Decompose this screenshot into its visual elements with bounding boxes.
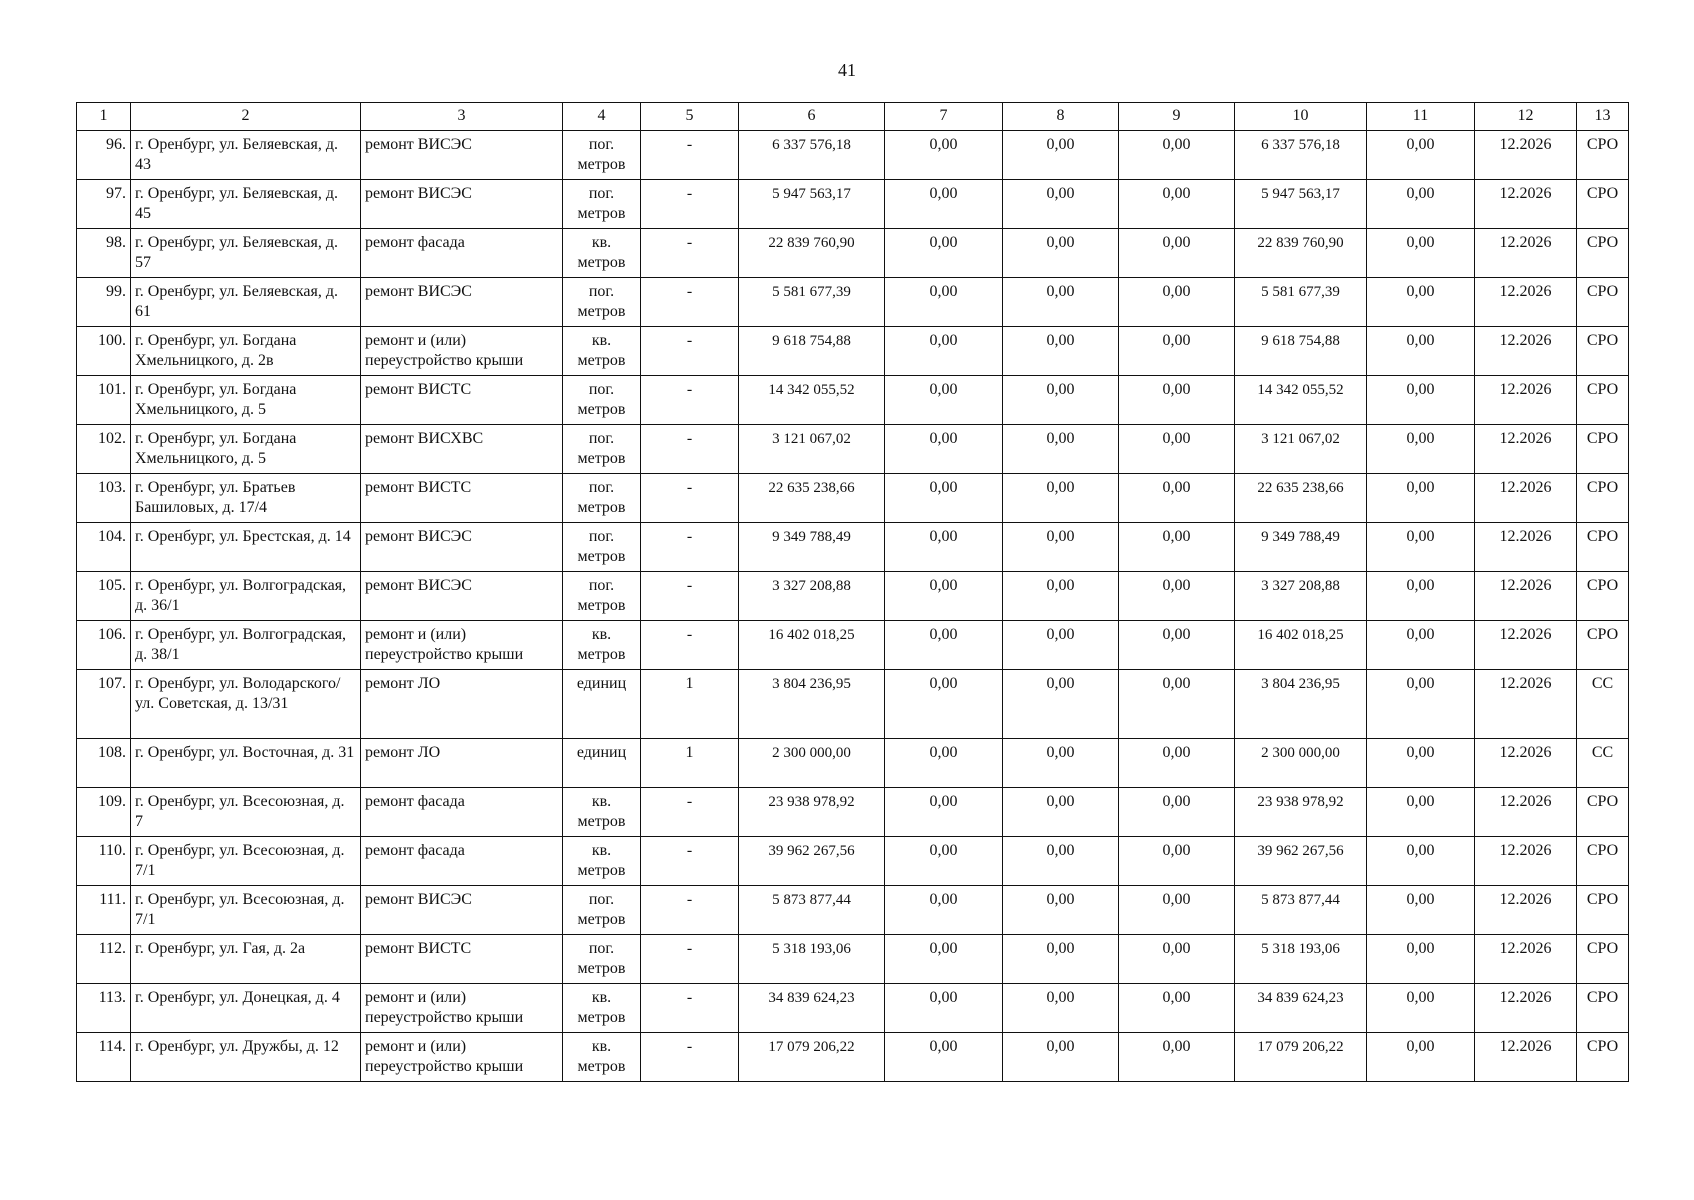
- total-cost-cell: 9 618 754,88: [739, 327, 885, 376]
- fund-cell: 0,00: [885, 935, 1003, 984]
- row-number: 110.: [77, 837, 131, 886]
- owner-funds-cell: 3 804 236,95: [1235, 670, 1367, 739]
- fund-cell: 0,00: [885, 229, 1003, 278]
- fund-method-cell: СС: [1577, 739, 1629, 788]
- completion-date-cell: 12.2026: [1475, 523, 1577, 572]
- work-type-cell: ремонт фасада: [361, 229, 563, 278]
- address-cell: г. Оренбург, ул. Всесоюзная, д. 7/1: [131, 886, 361, 935]
- fund-cell: 0,00: [1367, 376, 1475, 425]
- work-type-cell: ремонт и (или) переустройство крыши: [361, 984, 563, 1033]
- row-number: 101.: [77, 376, 131, 425]
- table-row: [77, 739, 1629, 788]
- fund-cell: 0,00: [1003, 670, 1119, 739]
- address-cell: г. Оренбург, ул. Брестская, д. 14: [131, 523, 361, 572]
- unit-cell: кв. метров: [563, 327, 641, 376]
- fund-method-cell: СРО: [1577, 131, 1629, 180]
- table-row: [77, 984, 1629, 1033]
- quantity-cell: 1: [641, 670, 739, 739]
- table-row: [77, 327, 1629, 376]
- address-cell: г. Оренбург, ул. Дружбы, д. 12: [131, 1033, 361, 1082]
- fund-cell: 0,00: [1119, 523, 1235, 572]
- quantity-cell: -: [641, 278, 739, 327]
- row-number: 97.: [77, 180, 131, 229]
- column-header: 5: [641, 103, 739, 131]
- completion-date-cell: 12.2026: [1475, 327, 1577, 376]
- address-cell: г. Оренбург, ул. Беляевская, д. 45: [131, 180, 361, 229]
- fund-cell: 0,00: [885, 376, 1003, 425]
- fund-cell: 0,00: [1003, 523, 1119, 572]
- unit-cell: пог. метров: [563, 278, 641, 327]
- fund-cell: 0,00: [1119, 474, 1235, 523]
- quantity-cell: -: [641, 1033, 739, 1082]
- work-type-cell: ремонт ВИСТС: [361, 376, 563, 425]
- completion-date-cell: 12.2026: [1475, 670, 1577, 739]
- fund-method-cell: СРО: [1577, 984, 1629, 1033]
- fund-cell: 0,00: [1003, 1033, 1119, 1082]
- table-row: [77, 229, 1629, 278]
- total-cost-cell: 22 635 238,66: [739, 474, 885, 523]
- fund-cell: 0,00: [1003, 837, 1119, 886]
- completion-date-cell: 12.2026: [1475, 1033, 1577, 1082]
- table-row: [77, 474, 1629, 523]
- fund-cell: 0,00: [1003, 131, 1119, 180]
- total-cost-cell: 23 938 978,92: [739, 788, 885, 837]
- unit-cell: единиц: [563, 739, 641, 788]
- address-cell: г. Оренбург, ул. Волгоградская, д. 36/1: [131, 572, 361, 621]
- quantity-cell: -: [641, 984, 739, 1033]
- owner-funds-cell: 14 342 055,52: [1235, 376, 1367, 425]
- fund-method-cell: СРО: [1577, 523, 1629, 572]
- fund-cell: 0,00: [885, 670, 1003, 739]
- unit-cell: кв. метров: [563, 229, 641, 278]
- fund-cell: 0,00: [1119, 278, 1235, 327]
- work-type-cell: ремонт и (или) переустройство крыши: [361, 327, 563, 376]
- fund-cell: 0,00: [1003, 229, 1119, 278]
- quantity-cell: -: [641, 572, 739, 621]
- row-number: 96.: [77, 131, 131, 180]
- fund-cell: 0,00: [1367, 788, 1475, 837]
- fund-cell: 0,00: [885, 886, 1003, 935]
- address-cell: г. Оренбург, ул. Беляевская, д. 57: [131, 229, 361, 278]
- work-type-cell: ремонт фасада: [361, 788, 563, 837]
- completion-date-cell: 12.2026: [1475, 572, 1577, 621]
- quantity-cell: -: [641, 376, 739, 425]
- owner-funds-cell: 5 873 877,44: [1235, 886, 1367, 935]
- unit-cell: кв. метров: [563, 984, 641, 1033]
- address-cell: г. Оренбург, ул. Беляевская, д. 43: [131, 131, 361, 180]
- row-number: 106.: [77, 621, 131, 670]
- fund-cell: 0,00: [1367, 1033, 1475, 1082]
- unit-cell: пог. метров: [563, 474, 641, 523]
- table-row: [77, 376, 1629, 425]
- column-header: 4: [563, 103, 641, 131]
- work-type-cell: ремонт ВИСЭС: [361, 886, 563, 935]
- completion-date-cell: 12.2026: [1475, 180, 1577, 229]
- fund-cell: 0,00: [1119, 621, 1235, 670]
- unit-cell: пог. метров: [563, 935, 641, 984]
- row-number: 113.: [77, 984, 131, 1033]
- address-cell: г. Оренбург, ул. Восточная, д. 31: [131, 739, 361, 788]
- table-row: [77, 523, 1629, 572]
- row-number: 109.: [77, 788, 131, 837]
- table-row: [77, 670, 1629, 739]
- fund-cell: 0,00: [1119, 131, 1235, 180]
- fund-cell: 0,00: [1119, 739, 1235, 788]
- address-cell: г. Оренбург, ул. Богдана Хмельницкого, д. 2в: [131, 327, 361, 376]
- table-row: [77, 131, 1629, 180]
- unit-cell: пог. метров: [563, 131, 641, 180]
- fund-cell: 0,00: [1119, 935, 1235, 984]
- fund-cell: 0,00: [1367, 229, 1475, 278]
- fund-cell: 0,00: [1367, 278, 1475, 327]
- fund-cell: 0,00: [1367, 837, 1475, 886]
- fund-cell: 0,00: [1367, 523, 1475, 572]
- quantity-cell: -: [641, 621, 739, 670]
- completion-date-cell: 12.2026: [1475, 984, 1577, 1033]
- table-row: [77, 886, 1629, 935]
- work-type-cell: ремонт ВИСХВС: [361, 425, 563, 474]
- header-row: [77, 103, 1629, 131]
- fund-cell: 0,00: [885, 523, 1003, 572]
- fund-method-cell: СРО: [1577, 621, 1629, 670]
- owner-funds-cell: 6 337 576,18: [1235, 131, 1367, 180]
- row-number: 107.: [77, 670, 131, 739]
- work-type-cell: ремонт ВИСТС: [361, 474, 563, 523]
- total-cost-cell: 17 079 206,22: [739, 1033, 885, 1082]
- fund-cell: 0,00: [1119, 572, 1235, 621]
- fund-cell: 0,00: [1367, 572, 1475, 621]
- fund-cell: 0,00: [1367, 474, 1475, 523]
- column-header: 13: [1577, 103, 1629, 131]
- quantity-cell: -: [641, 474, 739, 523]
- total-cost-cell: 22 839 760,90: [739, 229, 885, 278]
- quantity-cell: -: [641, 523, 739, 572]
- owner-funds-cell: 16 402 018,25: [1235, 621, 1367, 670]
- total-cost-cell: 39 962 267,56: [739, 837, 885, 886]
- table-row: [77, 278, 1629, 327]
- quantity-cell: -: [641, 886, 739, 935]
- fund-cell: 0,00: [885, 984, 1003, 1033]
- quantity-cell: -: [641, 180, 739, 229]
- address-cell: г. Оренбург, ул. Донецкая, д. 4: [131, 984, 361, 1033]
- quantity-cell: -: [641, 788, 739, 837]
- fund-method-cell: СРО: [1577, 837, 1629, 886]
- fund-method-cell: СРО: [1577, 180, 1629, 229]
- column-header: 11: [1367, 103, 1475, 131]
- completion-date-cell: 12.2026: [1475, 621, 1577, 670]
- owner-funds-cell: 2 300 000,00: [1235, 739, 1367, 788]
- fund-method-cell: СРО: [1577, 1033, 1629, 1082]
- fund-cell: 0,00: [1003, 886, 1119, 935]
- fund-cell: 0,00: [1003, 984, 1119, 1033]
- fund-cell: 0,00: [885, 327, 1003, 376]
- column-header: 6: [739, 103, 885, 131]
- work-type-cell: ремонт ВИСЭС: [361, 572, 563, 621]
- fund-cell: 0,00: [885, 131, 1003, 180]
- work-type-cell: ремонт ВИСЭС: [361, 131, 563, 180]
- quantity-cell: -: [641, 935, 739, 984]
- column-header: 10: [1235, 103, 1367, 131]
- fund-cell: 0,00: [885, 425, 1003, 474]
- unit-cell: единиц: [563, 670, 641, 739]
- owner-funds-cell: 5 947 563,17: [1235, 180, 1367, 229]
- fund-cell: 0,00: [1003, 572, 1119, 621]
- fund-cell: 0,00: [1119, 1033, 1235, 1082]
- column-header: 3: [361, 103, 563, 131]
- fund-cell: 0,00: [885, 278, 1003, 327]
- total-cost-cell: 3 121 067,02: [739, 425, 885, 474]
- quantity-cell: -: [641, 425, 739, 474]
- fund-cell: 0,00: [885, 180, 1003, 229]
- work-type-cell: ремонт и (или) переустройство крыши: [361, 621, 563, 670]
- work-type-cell: ремонт ЛО: [361, 739, 563, 788]
- unit-cell: пог. метров: [563, 180, 641, 229]
- owner-funds-cell: 34 839 624,23: [1235, 984, 1367, 1033]
- fund-cell: 0,00: [1003, 935, 1119, 984]
- row-number: 100.: [77, 327, 131, 376]
- owner-funds-cell: 3 121 067,02: [1235, 425, 1367, 474]
- fund-cell: 0,00: [1119, 788, 1235, 837]
- fund-cell: 0,00: [1367, 886, 1475, 935]
- completion-date-cell: 12.2026: [1475, 837, 1577, 886]
- unit-cell: кв. метров: [563, 1033, 641, 1082]
- fund-method-cell: СРО: [1577, 376, 1629, 425]
- table-row: [77, 621, 1629, 670]
- owner-funds-cell: 22 839 760,90: [1235, 229, 1367, 278]
- completion-date-cell: 12.2026: [1475, 935, 1577, 984]
- owner-funds-cell: 9 349 788,49: [1235, 523, 1367, 572]
- fund-method-cell: СРО: [1577, 474, 1629, 523]
- work-type-cell: ремонт фасада: [361, 837, 563, 886]
- fund-cell: 0,00: [1003, 425, 1119, 474]
- fund-cell: 0,00: [1003, 788, 1119, 837]
- fund-cell: 0,00: [1003, 474, 1119, 523]
- owner-funds-cell: 22 635 238,66: [1235, 474, 1367, 523]
- fund-method-cell: СРО: [1577, 935, 1629, 984]
- fund-method-cell: СС: [1577, 670, 1629, 739]
- work-type-cell: ремонт ВИСТС: [361, 935, 563, 984]
- fund-cell: 0,00: [1119, 984, 1235, 1033]
- owner-funds-cell: 5 318 193,06: [1235, 935, 1367, 984]
- fund-method-cell: СРО: [1577, 327, 1629, 376]
- quantity-cell: 1: [641, 739, 739, 788]
- completion-date-cell: 12.2026: [1475, 788, 1577, 837]
- fund-cell: 0,00: [1119, 229, 1235, 278]
- unit-cell: кв. метров: [563, 621, 641, 670]
- unit-cell: пог. метров: [563, 886, 641, 935]
- owner-funds-cell: 5 581 677,39: [1235, 278, 1367, 327]
- total-cost-cell: 3 327 208,88: [739, 572, 885, 621]
- row-number: 108.: [77, 739, 131, 788]
- row-number: 114.: [77, 1033, 131, 1082]
- column-header: 2: [131, 103, 361, 131]
- fund-method-cell: СРО: [1577, 425, 1629, 474]
- table-row: [77, 572, 1629, 621]
- column-header: 7: [885, 103, 1003, 131]
- unit-cell: пог. метров: [563, 376, 641, 425]
- completion-date-cell: 12.2026: [1475, 739, 1577, 788]
- total-cost-cell: 16 402 018,25: [739, 621, 885, 670]
- completion-date-cell: 12.2026: [1475, 425, 1577, 474]
- total-cost-cell: 5 873 877,44: [739, 886, 885, 935]
- work-type-cell: ремонт ВИСЭС: [361, 278, 563, 327]
- table-row: [77, 837, 1629, 886]
- row-number: 102.: [77, 425, 131, 474]
- address-cell: г. Оренбург, ул. Богдана Хмельницкого, д. 5: [131, 425, 361, 474]
- owner-funds-cell: 23 938 978,92: [1235, 788, 1367, 837]
- fund-cell: 0,00: [1003, 376, 1119, 425]
- fund-cell: 0,00: [1119, 670, 1235, 739]
- unit-cell: пог. метров: [563, 425, 641, 474]
- address-cell: г. Оренбург, ул. Всесоюзная, д. 7/1: [131, 837, 361, 886]
- address-cell: г. Оренбург, ул. Богдана Хмельницкого, д. 5: [131, 376, 361, 425]
- column-header: 9: [1119, 103, 1235, 131]
- fund-cell: 0,00: [1367, 131, 1475, 180]
- completion-date-cell: 12.2026: [1475, 376, 1577, 425]
- work-type-cell: ремонт ЛО: [361, 670, 563, 739]
- table-row: [77, 935, 1629, 984]
- fund-cell: 0,00: [885, 621, 1003, 670]
- fund-cell: 0,00: [1367, 984, 1475, 1033]
- fund-method-cell: СРО: [1577, 788, 1629, 837]
- row-number: 98.: [77, 229, 131, 278]
- fund-cell: 0,00: [1367, 935, 1475, 984]
- fund-cell: 0,00: [1367, 670, 1475, 739]
- total-cost-cell: 3 804 236,95: [739, 670, 885, 739]
- fund-cell: 0,00: [1003, 621, 1119, 670]
- address-cell: г. Оренбург, ул. Володарского/ ул. Советская, д. 13/31: [131, 670, 361, 739]
- completion-date-cell: 12.2026: [1475, 474, 1577, 523]
- column-header: 12: [1475, 103, 1577, 131]
- fund-cell: 0,00: [1367, 180, 1475, 229]
- quantity-cell: -: [641, 837, 739, 886]
- address-cell: г. Оренбург, ул. Волгоградская, д. 38/1: [131, 621, 361, 670]
- work-type-cell: ремонт ВИСЭС: [361, 180, 563, 229]
- unit-cell: пог. метров: [563, 572, 641, 621]
- row-number: 105.: [77, 572, 131, 621]
- owner-funds-cell: 17 079 206,22: [1235, 1033, 1367, 1082]
- completion-date-cell: 12.2026: [1475, 229, 1577, 278]
- fund-cell: 0,00: [885, 474, 1003, 523]
- total-cost-cell: 5 581 677,39: [739, 278, 885, 327]
- total-cost-cell: 34 839 624,23: [739, 984, 885, 1033]
- fund-cell: 0,00: [1003, 278, 1119, 327]
- work-type-cell: ремонт и (или) переустройство крыши: [361, 1033, 563, 1082]
- total-cost-cell: 6 337 576,18: [739, 131, 885, 180]
- row-number: 104.: [77, 523, 131, 572]
- unit-cell: кв. метров: [563, 788, 641, 837]
- fund-cell: 0,00: [1119, 425, 1235, 474]
- fund-cell: 0,00: [885, 739, 1003, 788]
- fund-cell: 0,00: [1119, 886, 1235, 935]
- quantity-cell: -: [641, 229, 739, 278]
- total-cost-cell: 5 318 193,06: [739, 935, 885, 984]
- address-cell: г. Оренбург, ул. Всесоюзная, д. 7: [131, 788, 361, 837]
- owner-funds-cell: 39 962 267,56: [1235, 837, 1367, 886]
- fund-cell: 0,00: [1119, 837, 1235, 886]
- fund-cell: 0,00: [1367, 621, 1475, 670]
- fund-cell: 0,00: [1119, 327, 1235, 376]
- address-cell: г. Оренбург, ул. Братьев Башиловых, д. 17/4: [131, 474, 361, 523]
- unit-cell: пог. метров: [563, 523, 641, 572]
- fund-cell: 0,00: [885, 837, 1003, 886]
- fund-cell: 0,00: [885, 572, 1003, 621]
- row-number: 99.: [77, 278, 131, 327]
- fund-cell: 0,00: [1003, 180, 1119, 229]
- completion-date-cell: 12.2026: [1475, 886, 1577, 935]
- column-header: 8: [1003, 103, 1119, 131]
- total-cost-cell: 14 342 055,52: [739, 376, 885, 425]
- fund-cell: 0,00: [1003, 327, 1119, 376]
- row-number: 112.: [77, 935, 131, 984]
- page-number: 41: [838, 60, 856, 80]
- address-cell: г. Оренбург, ул. Гая, д. 2а: [131, 935, 361, 984]
- fund-cell: 0,00: [885, 1033, 1003, 1082]
- owner-funds-cell: 9 618 754,88: [1235, 327, 1367, 376]
- quantity-cell: -: [641, 327, 739, 376]
- fund-method-cell: СРО: [1577, 229, 1629, 278]
- table-row: [77, 425, 1629, 474]
- column-header: 1: [77, 103, 131, 131]
- total-cost-cell: 9 349 788,49: [739, 523, 885, 572]
- completion-date-cell: 12.2026: [1475, 131, 1577, 180]
- table-row: [77, 1033, 1629, 1082]
- row-number: 111.: [77, 886, 131, 935]
- address-cell: г. Оренбург, ул. Беляевская, д. 61: [131, 278, 361, 327]
- fund-method-cell: СРО: [1577, 886, 1629, 935]
- work-type-cell: ремонт ВИСЭС: [361, 523, 563, 572]
- fund-cell: 0,00: [1367, 327, 1475, 376]
- fund-cell: 0,00: [1367, 739, 1475, 788]
- works-table: [76, 102, 1629, 1082]
- table-row: [77, 180, 1629, 229]
- total-cost-cell: 5 947 563,17: [739, 180, 885, 229]
- table-row: [77, 788, 1629, 837]
- fund-method-cell: СРО: [1577, 572, 1629, 621]
- total-cost-cell: 2 300 000,00: [739, 739, 885, 788]
- fund-cell: 0,00: [1119, 180, 1235, 229]
- fund-cell: 0,00: [1119, 376, 1235, 425]
- fund-cell: 0,00: [1367, 425, 1475, 474]
- row-number: 103.: [77, 474, 131, 523]
- owner-funds-cell: 3 327 208,88: [1235, 572, 1367, 621]
- fund-cell: 0,00: [1003, 739, 1119, 788]
- fund-cell: 0,00: [885, 788, 1003, 837]
- quantity-cell: -: [641, 131, 739, 180]
- completion-date-cell: 12.2026: [1475, 278, 1577, 327]
- fund-method-cell: СРО: [1577, 278, 1629, 327]
- unit-cell: кв. метров: [563, 837, 641, 886]
